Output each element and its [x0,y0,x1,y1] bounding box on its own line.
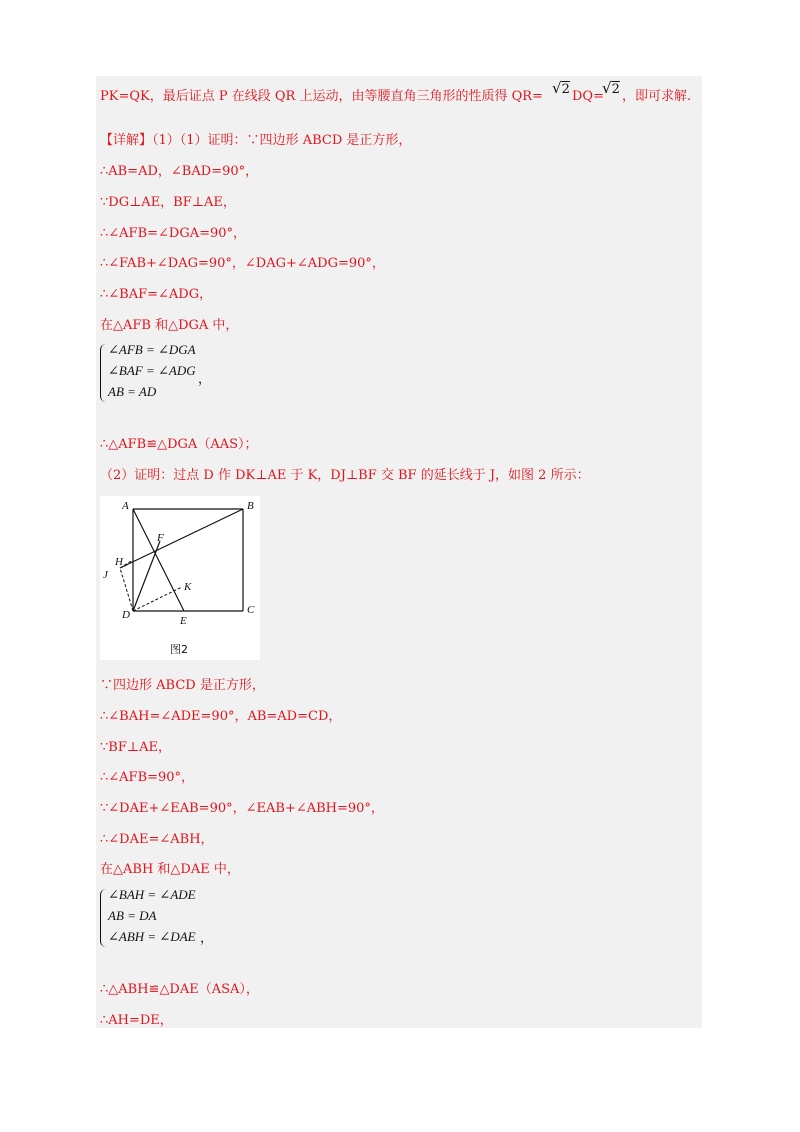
proof-line: ∴∠FAB+∠DAG=90°，∠DAG+∠ADG=90°， [100,256,385,271]
proof-line: ∴∠DAE=∠ABH， [100,832,214,847]
proof-line: （2）证明：过点 D 作 DK⊥AE 于 K，DJ⊥BF 交 BF 的延长线于 J，如图 2 所示： [100,468,590,483]
proof-line: ∵DG⊥AE，BF⊥AE， [100,195,236,210]
figure-caption: 图2 [170,643,188,656]
system-comma: ， [198,371,212,386]
equation-system-2 [100,887,220,949]
brace [100,344,107,402]
brace [100,889,107,947]
proof-line: ∴∠BAH=∠ADE=90°，AB=AD=CD， [100,709,342,724]
proof-line: ∴∠AFB=90°， [100,770,195,785]
detail-line: 【详解】（1）（1）证明：∵四边形 ABCD 是正方形， [100,133,412,148]
proof-line: ∴∠AFB=∠DGA=90°， [100,226,247,241]
intro-dq: DQ= [572,89,604,104]
proof-line: ∴△AFB≌△DGA（AAS）； [100,437,258,452]
system-comma: ， [200,930,214,945]
system-eq: ∠BAH = ∠ADE [108,887,196,902]
proof-line: ∵BF⊥AE， [100,740,171,755]
geometry-figure [100,496,260,660]
label-a: A [122,500,129,512]
system-eq: AB = DA [108,908,157,923]
sqrt-two-2: √2 [602,79,620,97]
label-h: H [115,556,123,568]
system-eq: ∠AFB = ∠DGA [108,342,196,357]
system-eq: AB = AD [108,384,157,399]
proof-line: ∴△ABH≌△DAE（ASA）， [100,982,259,997]
intro-end: ，即可求解. [622,89,692,104]
intro-line [100,88,543,106]
square-diagram [100,496,260,660]
equation-system-1 [100,342,220,404]
proof-line: ∴AB=AD，∠BAD=90°， [100,164,259,179]
intro-text: PK=QK，最后证点 P 在线段 QR 上运动，由等腰直角三角形的性质得 QR= [100,89,543,104]
system-eq: ∠ABH = ∠DAE [108,929,196,944]
label-d: D [122,609,130,621]
detail-tag: 【详解】 [100,133,153,148]
sqrt-two-1: √2 [552,79,570,97]
proof-line: ∵四边形 ABCD 是正方形， [100,678,265,693]
label-f: F [157,532,164,544]
proof-line: ∴∠BAF=∠ADG， [100,287,213,302]
proof-line: ∵∠DAE+∠EAB=90°，∠EAB+∠ABH=90°， [100,801,384,816]
label-j: J [103,569,108,581]
proof-line: 在△AFB 和△DGA 中， [100,318,239,333]
proof-line: 在△ABH 和△DAE 中， [100,862,240,877]
label-e: E [180,615,187,627]
proof-line: ∴AH=DE， [100,1013,173,1028]
label-k: K [184,581,192,593]
label-b: B [247,500,254,512]
system-eq: ∠BAF = ∠ADG [108,363,196,378]
label-c: C [247,604,255,616]
